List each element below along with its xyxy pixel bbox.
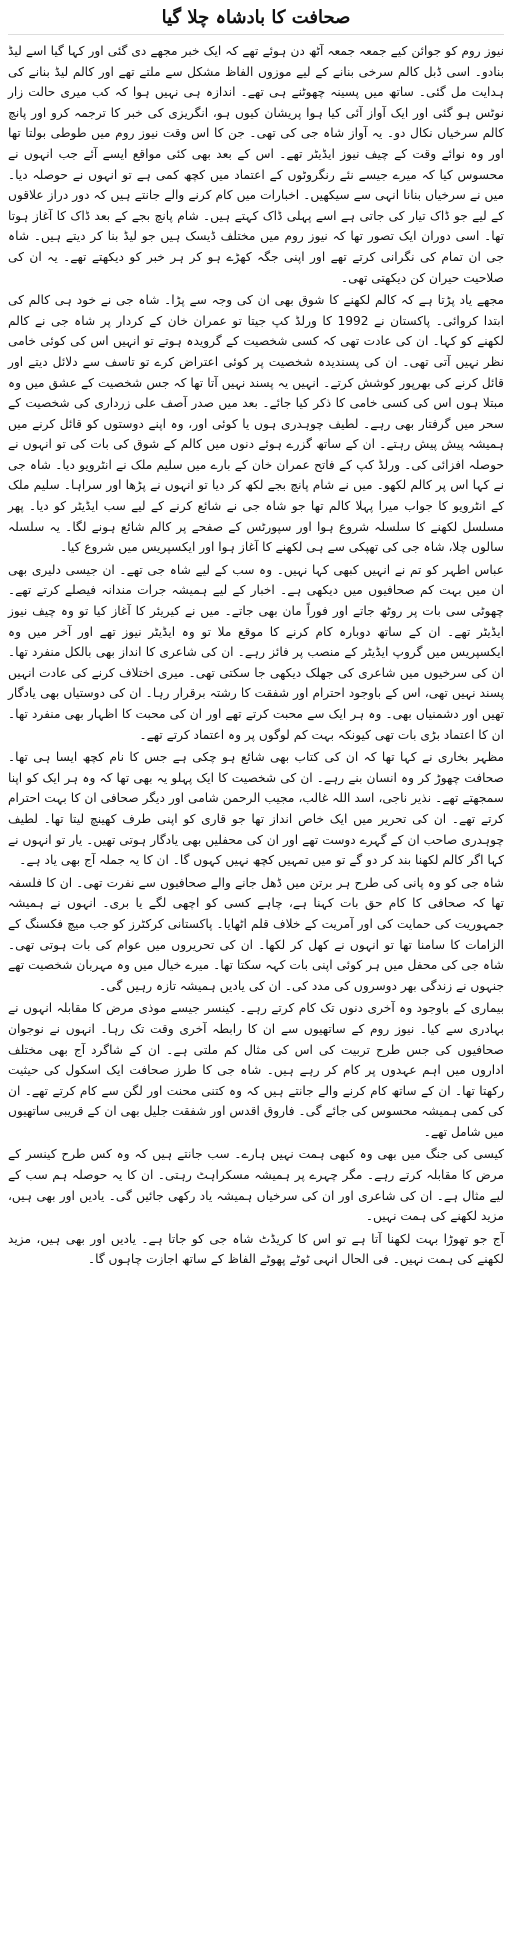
article-headline: صحافت کا بادشاہ چلا گیا [8, 6, 504, 35]
article-paragraph: بیماری کے باوجود وہ آخری دنوں تک کام کرتے رہے۔ کینسر جیسے موذی مرض کا مقابلہ انہوں نے بہادری سے کیا۔ نیوز روم کے ساتھیوں سے ان کا رابطہ آخری وقت تک رہا۔ انہوں نے نوجوان صحافیوں کی جس طرح تربیت کی اس کی مثال کم ملتی ہے۔ ان کے شاگرد آج بھی مختلف اداروں میں اہم عہدوں پر کام کر رہے ہیں۔ شاہ جی کا طرز صحافت ایک اسکول کی حیثیت رکھتا تھا۔ ان کے ساتھ کام کرنے والے جانتے ہیں کہ وہ کتنی محنت اور لگن سے کام کرتے تھے۔ ان کی کمی ہمیشہ محسوس کی جائے گی۔ فاروق اقدس اور شفقت جلیل بھی ان کے قریبی ساتھیوں میں شامل تھے۔ [8, 1001, 504, 1139]
article-paragraph: کیسی کی جنگ میں بھی وہ کبھی ہمت نہیں ہارے۔ سب جانتے ہیں کہ وہ کس طرح کینسر کے مرض کا مقابلہ کرتے رہے۔ مگر چہرے پر ہمیشہ مسکراہٹ رہتی۔ ان کا یہ حوصلہ ہم سب کے لیے مثال ہے۔ ان کی شاعری اور ان کی سرخیاں ہمیشہ یاد رکھی جائیں گی۔ یادیں اور بھی ہیں، مزید لکھنے کی ہمت نہیں۔ [8, 1147, 504, 1224]
article-paragraph: مجھے یاد پڑتا ہے کہ کالم لکھنے کا شوق بھی ان کی وجہ سے پڑا۔ شاہ جی نے خود ہی کالم کی ابتدا کروائی۔ پاکستان نے 1992 کا ورلڈ کپ جیتا تو عمران خان کے کردار پر شاہ جی نے کالم لکھنے کو کہا۔ ان کی عادت تھی کہ کسی شخصیت کے گرویدہ ہوتے تو انہیں اس کی کوئی خامی نظر نہیں آتی تھی۔ ان کی پسندیدہ شخصیت پر کوئی اعتراض کرے تو تاسف سے دلائل دیتے اور قائل کرنے کی بھرپور کوشش کرتے۔ انہیں یہ پسند نہیں آتا تھا کہ جس شخصیت کے عشق میں وہ مبتلا ہوں اس کی کسی خامی کا ذکر کیا جائے۔ بعد میں صدر آصف علی زرداری کی شخصیت کے سحر میں گرفتار بھی رہے۔ لطیف چوہدری ہوں یا کوئی اور، وہ اپنے دوستوں کو قائل کرنے میں ہمیشہ پیش پیش رہتے۔ ان کے ساتھ گزرے ہوئے دنوں میں کالم کے شوق کی بات کی تو انہوں نے حوصلہ افزائی کی۔ ورلڈ کپ کے فاتح عمران خان کے بارے میں سلیم ملک نے انٹرویو دیا۔ شاہ جی نے کہا اس پر کالم لکھو۔ میں نے شام پانچ بجے لکھ کر دیا تو انہوں نے پڑھا اور سراہا۔ سلیم ملک کے انٹرویو کا جواب میرا پہلا کالم تھا جو شاہ جی نے شائع کرنے کے لیے سب ایڈیٹر کو دیا۔ پھر مسلسل لکھنے کا سلسلہ شروع ہوا اور سپورٹس کے صفحے پر کالم شائع ہونے لگا۔ یہ سلسلہ سالوں چلا، شاہ جی کی تھپکی سے ہی لکھنے کا آغاز ہوا اور ایکسپریس میں شروع کیا۔ [8, 293, 504, 555]
article-body [8, 41, 504, 1270]
article-paragraph: عباس اطہر کو تم نے انہیں کبھی کہا نہیں۔ وہ سب کے لیے شاہ جی تھے۔ ان جیسی دلیری بھی ان میں بہت کم صحافیوں میں دیکھی ہے۔ اخبار کے لیے ہمیشہ جرات مندانہ فیصلے کرتے تھے۔ چھوٹی سی بات پر روٹھ جاتے اور فوراً مان بھی جاتے۔ میں نے کیریئر کا آغاز کیا تو وہ چیف نیوز ایڈیٹر تھے۔ ان کے ساتھ دوبارہ کام کرنے کا موقع ملا تو وہ ایڈیٹر نیوز تھے اور آخر میں وہ ایکسپریس میں گروپ ایڈیٹر کے منصب پر فائز رہے۔ ان کی شاعری کا انداز بھی بالکل منفرد تھا۔ ان کی سرخیوں میں شاعری کی جھلک دیکھی جا سکتی تھی۔ میری اختلاف کرنے کی عادت انہیں پسند نہیں تھی، اس کے باوجود احترام اور شفقت کا رشتہ برقرار رہا۔ ان کی دوستیاں بھی یادگار تھیں اور دشمنیاں بھی۔ وہ ہر ایک سے محبت کرتے تھے اور ان کی محبت کا اظہار بھی منفرد تھا۔ ان کا اعتماد بڑی بات تھی کیونکہ بہت کم لوگوں پر وہ اعتماد کرتے تھے۔ [8, 562, 504, 742]
article-paragraph: شاہ جی کو وہ پانی کی طرح ہر برتن میں ڈھل جانے والے صحافیوں سے نفرت تھی۔ ان کا فلسفہ تھا کہ صحافی کا کام حق بات کہنا ہے، چاہے کسی کو اچھی لگے یا بری۔ انہوں نے ہمیشہ جمہوریت کی حمایت کی اور آمریت کے خلاف قلم اٹھایا۔ پاکستانی کرکٹرز کو جب میچ فکسنگ کے الزامات کا سامنا تھا تو انہوں نے کھل کر لکھا۔ ان کی تحریروں میں عوام کی بات ہوتی تھی۔ شاہ جی کی محفل میں ہر کوئی اپنی بات کہہ سکتا تھا۔ میرے خیال میں وہ مہربان شخصیت تھے جنہوں نے زندگی بھر دوسروں کی مدد کی۔ ان کی یادیں ہمیشہ تازہ رہیں گی۔ [8, 875, 504, 993]
article-paragraph: مظہر بخاری نے کہا تھا کہ ان کی کتاب بھی شائع ہو چکی ہے جس کا نام کچھ ایسا ہی تھا۔ صحافت چھوڑ کر وہ انسان بنے رہے۔ ان کی شخصیت کا ایک پہلو یہ بھی تھا کہ وہ ہر ایک کو اپنا سمجھتے تھے۔ نذیر ناجی، اسد اللہ غالب، مجیب الرحمن شامی اور دیگر صحافی ان کا بہت احترام کرتے تھے۔ ان کی تحریر میں ایک خاص انداز تھا جو قاری کو اپنی طرف کھینچ لیتا تھا۔ لطیف چوہدری صاحب ان کے گہرے دوست تھے اور ان کی محفلیں بھی یادگار ہوتی تھیں۔ یار تو انہوں نے کہا اگر کالم لکھنا بند کر دو گے تو میں تمہیں کچھ نہیں کہوں گا۔ ان کا یہ جملہ آج بھی یاد ہے۔ [8, 750, 504, 868]
article-paragraph: نیوز روم کو جوائن کیے جمعہ جمعہ آٹھ دن ہوئے تھے کہ ایک خبر مجھے دی گئی اور کہا گیا اسے لیڈ بنادو۔ اسی ڈبل کالم سرخی بنانے کے لیے موزوں الفاظ مشکل سے ملتے تھے اور کالم لیڈ بنانے کی ہدایت مل گئی۔ ساتھ میں پسینہ چھوٹنے ہی تھے۔ اندازہ ہی نہیں ہوا کہ کب میری حالت زار نوٹس ہو گئی اور ایک آواز آئی کیا ہوا پریشان کیوں ہو، انگریزی کی خبر کا ترجمہ کرو اور پانچ کالم سرخیاں نکال دو۔ یہ آواز شاہ جی کی تھی۔ جن کا اس وقت نیوز روم میں طوطی بولتا تھا اور وہ نوائے وقت کے چیف نیوز ایڈیٹر تھے۔ اس کے بعد بھی کئی مواقع ایسے آئے جب انہوں نے محسوس کیا کہ میرے جیسے نئے رنگروٹوں کے اعتماد میں کچھ کمی ہے تو انہوں نے حوصلہ دیا۔ میں نے سرخیاں بنانا انہی سے سیکھیں۔ اخبارات میں کام کرنے والے جانتے ہیں کہ دور دراز علاقوں کے لیے جو ڈاک تیار کی جاتی ہے اسے پہلی ڈاک کہتے ہیں۔ شام پانچ بجے کے بعد ڈاک کا آغاز ہوتا تھا۔ اسی دوران ایک تصور تھا کہ نیوز روم میں مختلف ڈیسک ہیں جو لیڈ بنا کر دیتے ہیں۔ شاہ جی ان تمام کی نگرانی کرتے تھے اور اپنی جگہ کھڑے ہو کر ہر خبر کو دیکھتے تھے۔ یہ ان کی صلاحیت حیران کن دیکھتی تھی۔ [8, 44, 504, 285]
article-paragraph: آج جو تھوڑا بہت لکھنا آتا ہے تو اس کا کریڈٹ شاہ جی کو جاتا ہے۔ یادیں اور بھی ہیں، مزید لکھنے کی ہمت نہیں۔ فی الحال انہی ٹوٹے پھوٹے الفاظ کے ساتھ اجازت چاہوں گا۔ [8, 1231, 504, 1267]
